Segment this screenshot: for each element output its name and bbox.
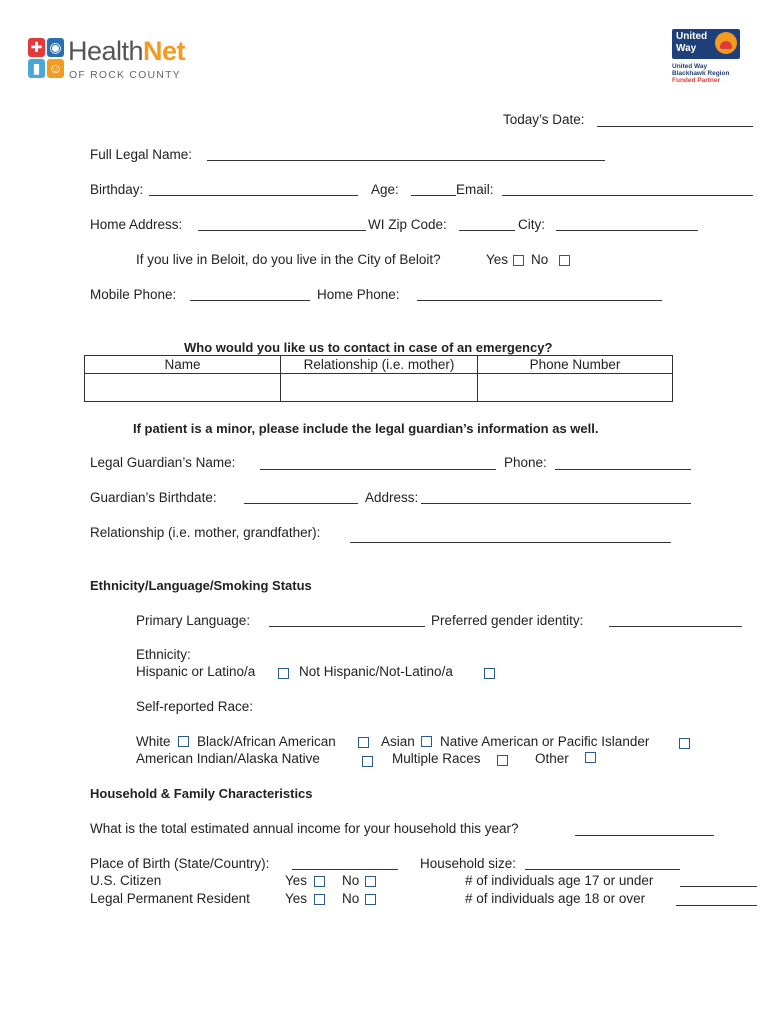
us-citizen-yes-checkbox[interactable] (314, 876, 325, 887)
healthnet-logo (28, 38, 198, 84)
age-label: Age: (371, 182, 399, 197)
legal-resident-no-checkbox[interactable] (365, 894, 376, 905)
full-legal-name-label: Full Legal Name: (90, 147, 193, 162)
income-question: What is the total estimated annual income for your household this year? (90, 821, 519, 836)
united-way-line-2: Blackhawk Region (672, 70, 730, 77)
multiple-races-label: Multiple Races (392, 751, 481, 766)
united-way-badge (672, 29, 740, 59)
relationship-field[interactable] (350, 542, 671, 543)
not-hispanic-checkbox[interactable] (484, 668, 495, 679)
emergency-phone-cell[interactable] (478, 374, 673, 402)
age-field[interactable] (411, 195, 456, 196)
primary-language-label: Primary Language: (136, 613, 251, 628)
email-label: Email: (456, 182, 494, 197)
preferred-gender-field[interactable] (609, 626, 742, 627)
guardian-phone-label: Phone: (504, 455, 547, 470)
beloit-yes-label: Yes (486, 252, 509, 267)
todays-date-field[interactable] (597, 126, 753, 127)
emergency-relationship-cell[interactable] (281, 374, 478, 402)
col-relationship: Relationship (i.e. mother) (281, 356, 478, 374)
beloit-no-checkbox[interactable] (559, 255, 570, 266)
ethnicity-heading: Ethnicity/Language/Smoking Status (90, 578, 312, 593)
home-address-label: Home Address: (90, 217, 183, 232)
guardian-birthdate-label: Guardian’s Birthdate: (90, 490, 217, 505)
guardian-name-label: Legal Guardian’s Name: (90, 455, 236, 470)
age-18-over-label: # of individuals age 18 or over (465, 891, 646, 906)
hispanic-label: Hispanic or Latino/a (136, 664, 256, 679)
city-label: City: (518, 217, 545, 232)
united-way-badge-text: United Way (676, 31, 708, 54)
place-of-birth-label: Place of Birth (State/Country): (90, 856, 270, 871)
white-checkbox[interactable] (178, 736, 189, 747)
native-american-label: Native American or Pacific Islander (440, 734, 650, 749)
asian-checkbox[interactable] (421, 736, 432, 747)
race-label: Self-reported Race: (136, 699, 254, 714)
healthnet-wordmark: HealthNet (68, 36, 186, 66)
united-way-emblem-icon (715, 32, 737, 54)
col-phone: Phone Number (478, 356, 673, 374)
age-17-under-label: # of individuals age 17 or under (465, 873, 654, 888)
medical-cross-icon: ✚ (28, 38, 45, 57)
age-18-over-field[interactable] (676, 905, 757, 906)
us-citizen-label: U.S. Citizen (90, 873, 162, 888)
preferred-gender-label: Preferred gender identity: (431, 613, 584, 628)
table-row (85, 374, 673, 402)
ethnicity-label: Ethnicity: (136, 647, 191, 662)
household-heading: Household & Family Characteristics (90, 786, 313, 801)
beloit-no-label: No (531, 252, 549, 267)
relationship-label: Relationship (i.e. mother, grandfather): (90, 525, 321, 540)
household-size-label: Household size: (420, 856, 517, 871)
guardian-phone-field[interactable] (555, 469, 691, 470)
guardian-address-label: Address: (365, 490, 419, 505)
american-indian-label: American Indian/Alaska Native (136, 751, 320, 766)
guardian-birthdate-field[interactable] (244, 503, 358, 504)
birthday-label: Birthday: (90, 182, 144, 197)
healthnet-logo-tiles (28, 38, 64, 78)
asian-label: Asian (381, 734, 415, 749)
black-checkbox[interactable] (358, 737, 369, 748)
place-of-birth-field[interactable] (292, 869, 398, 870)
beloit-yes-checkbox[interactable] (513, 255, 524, 266)
wi-zip-label: WI Zip Code: (368, 217, 447, 232)
other-race-label: Other (535, 751, 569, 766)
us-citizen-no-label: No (342, 873, 360, 888)
wi-zip-field[interactable] (459, 230, 515, 231)
minor-note: If patient is a minor, please include the legal guardian’s information as well. (133, 421, 599, 436)
emergency-heading: Who would you like us to contact in case of an emergency? (184, 340, 553, 355)
emergency-contact-table (84, 355, 673, 402)
legal-resident-no-label: No (342, 891, 360, 906)
other-race-checkbox[interactable] (585, 752, 596, 763)
home-phone-field[interactable] (417, 300, 662, 301)
guardian-address-field[interactable] (421, 503, 691, 504)
united-way-line-3: Funded Partner (672, 77, 721, 84)
home-phone-label: Home Phone: (317, 287, 400, 302)
pharmacy-icon: ▮ (28, 59, 45, 78)
birthday-field[interactable] (149, 195, 358, 196)
mobile-phone-field[interactable] (190, 300, 310, 301)
primary-language-field[interactable] (269, 626, 425, 627)
beloit-question: If you live in Beloit, do you live in the City of Beloit? (136, 252, 441, 267)
full-legal-name-field[interactable] (207, 160, 605, 161)
todays-date-label: Today’s Date: (503, 112, 585, 127)
people-icon: ☺ (48, 60, 63, 76)
home-address-field[interactable] (198, 230, 366, 231)
city-field[interactable] (556, 230, 698, 231)
email-field[interactable] (502, 195, 753, 196)
multiple-races-checkbox[interactable] (497, 755, 508, 766)
emergency-name-cell[interactable] (85, 374, 281, 402)
united-way-logo (672, 29, 762, 85)
legal-resident-yes-label: Yes (285, 891, 308, 906)
white-label: White (136, 734, 171, 749)
us-citizen-no-checkbox[interactable] (365, 876, 376, 887)
native-american-checkbox[interactable] (679, 738, 690, 749)
healthnet-subtitle: OF ROCK COUNTY (69, 69, 181, 81)
age-17-under-field[interactable] (680, 886, 757, 887)
legal-resident-yes-checkbox[interactable] (314, 894, 325, 905)
american-indian-checkbox[interactable] (362, 756, 373, 767)
not-hispanic-label: Not Hispanic/Not-Latino/a (299, 664, 453, 679)
black-label: Black/African American (197, 734, 336, 749)
col-name: Name (85, 356, 281, 374)
hispanic-checkbox[interactable] (278, 668, 289, 679)
us-citizen-yes-label: Yes (285, 873, 308, 888)
legal-resident-label: Legal Permanent Resident (90, 891, 250, 906)
eye-icon: ◉ (47, 38, 64, 57)
table-header-row (85, 356, 673, 374)
household-size-field[interactable] (525, 869, 680, 870)
income-field[interactable] (575, 835, 714, 836)
guardian-name-field[interactable] (260, 469, 496, 470)
united-way-line-1: United Way (672, 63, 708, 70)
mobile-phone-label: Mobile Phone: (90, 287, 177, 302)
